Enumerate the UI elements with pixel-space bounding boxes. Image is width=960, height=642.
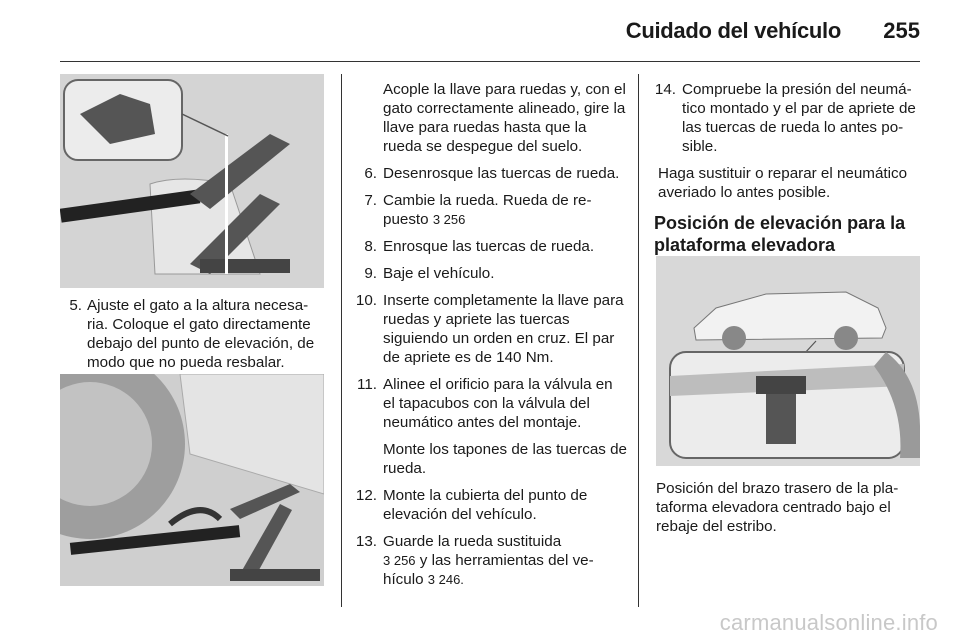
step-number: 10. [355, 292, 377, 309]
list-item [60, 296, 328, 372]
column-divider-1 [341, 74, 342, 607]
header-divider [60, 61, 920, 62]
page-title: Cuidado del vehículo [625, 18, 841, 43]
list-item [355, 164, 627, 183]
list-item [355, 486, 627, 524]
page-number: 255 [883, 18, 920, 43]
list-item [355, 191, 627, 229]
list-item [355, 375, 627, 432]
step-text: Baje el vehículo. [383, 265, 495, 282]
step-number: 12. [355, 487, 377, 504]
section-heading: Posición de elevación para la plataforma elevadora [654, 213, 906, 255]
step-number: 8. [364, 238, 377, 255]
watermark: carmanualsonline.info [719, 610, 938, 635]
step-number: 9. [364, 265, 377, 282]
step-number: 13. [355, 533, 377, 550]
step-text: Compruebe la presión del neumá-tico montado y el par de apriete de las tuercas de rueda lo antes po-sible. [682, 81, 916, 155]
column-divider-2 [638, 74, 639, 607]
step-text: Guarde la rueda sustituida [383, 533, 562, 550]
step-5-continued: Acople la llave para ruedas y, con el gato correctamente alineado, gire la llave para ruedas hasta que la rueda se despegue del suelo. [383, 81, 626, 155]
step-number: 7. [364, 192, 377, 209]
step-5 [60, 296, 328, 380]
page-reference-link[interactable]: 3 256 [383, 553, 416, 568]
caption-text: Posición del brazo trasero de la pla-taforma elevadora centrado bajo el rebaje del estribo. [656, 480, 899, 535]
step-number: 5. [69, 297, 82, 314]
step-text: Ajuste el gato a la altura necesa-ria. Coloque el gato directamente debajo del punto de elevación, de modo que no pueda resbalar. [87, 297, 315, 371]
list-item [355, 264, 627, 283]
step-text: Enrosque las tuercas de rueda. [383, 238, 595, 255]
list-item [355, 237, 627, 256]
figure-caption [656, 479, 920, 544]
step-text: Monte la cubierta del punto de elevación del vehículo. [383, 487, 588, 523]
column-2 [355, 80, 627, 597]
step-text: Alinee el orificio para la válvula en el tapacubos con la válvula del neumático antes del montaje. [383, 376, 613, 431]
paragraph: Haga sustituir o reparar el neumático averiado lo antes posible. [658, 165, 908, 201]
column-3 [654, 80, 922, 268]
step-text: Cambie la rueda. Rueda de re-puesto [383, 192, 592, 228]
lift-platform-illustration [656, 256, 920, 466]
step-text: Inserte completamente la llave para ruedas y apriete las tuercas siguiendo un orden en cruz. El par de apriete es de 140 Nm. [383, 292, 624, 366]
jack-position-illustration [60, 374, 324, 586]
step-11-extra: Monte los tapones de las tuercas de rueda. [383, 441, 627, 477]
step-number: 6. [364, 165, 377, 182]
page-reference-link[interactable]: 3 256 [432, 212, 466, 227]
step-text: Desenrosque las tuercas de rueda. [383, 165, 620, 182]
list-item [355, 291, 627, 367]
list-item [654, 80, 922, 156]
step-number: 14. [654, 81, 676, 98]
page-header [0, 0, 960, 62]
jack-inset-illustration [60, 74, 324, 288]
step-text: y las herramientas del ve-hículo [383, 552, 594, 588]
page-reference-link[interactable]: 3 246. [427, 572, 464, 587]
list-item [355, 532, 627, 589]
step-number: 11. [357, 376, 377, 393]
